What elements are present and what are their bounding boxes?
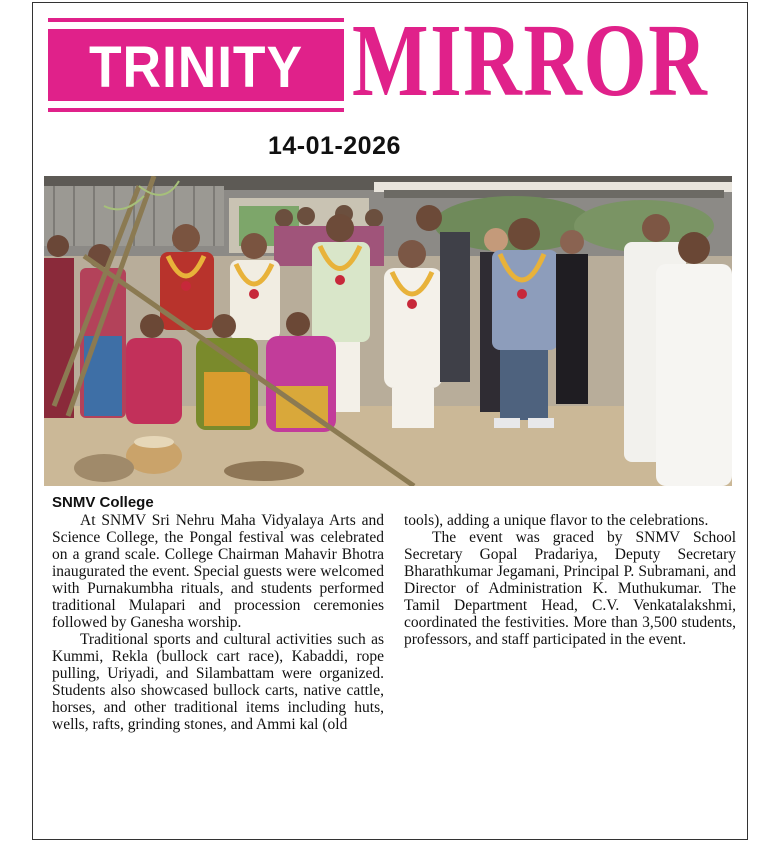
article-column-left	[52, 494, 384, 733]
article-paragraph-3: tools), adding a unique flavor to the celebrations.	[404, 512, 709, 529]
logo-stripe-top	[48, 22, 344, 29]
logo-stripe-bottom	[48, 101, 344, 108]
brand-mirror: MIRROR	[352, 3, 709, 118]
article-paragraph-1: At SNMV Sri Nehru Maha Vidyalaya Arts and Science College, the Pongal festival was celebrated on a grand scale. College Chairman Mahavir Bhotra inaugurated the event. Special guests were welcomed with Purnakumbha rituals, and students performed traditional Mulapari and procession ceremonies followed by Ganesha worship.	[52, 512, 384, 631]
article-heading: SNMV College	[52, 494, 154, 511]
article-paragraph-2: Traditional sports and cultural activities such as Kummi, Rekla (bullock cart race), Kabaddi, rope pulling, Uriyadi, and Silambattam were organized. Students also showcased bullock carts, native cattle, horses, and other traditional items including huts, wells, rafts, grinding stones, and Ammi kal (old	[52, 631, 384, 733]
news-photo	[44, 176, 732, 486]
group-photo-illustration	[44, 176, 732, 486]
masthead	[48, 3, 718, 120]
brand-trinity: TRINITY	[89, 35, 303, 100]
publication-date: 14-01-2026	[268, 132, 401, 160]
article-column-right	[404, 512, 736, 648]
trinity-logo-box	[48, 18, 344, 112]
article-paragraph-4: The event was graced by SNMV School Secretary Gopal Pradariya, Deputy Secretary Bharathkumar Jegamani, Principal P. Subramani, and Director of Administration K. Muthukumar. The Tamil Department Head, C.V. Venkatalakshmi, coordinated the festivities. More than 3,500 students, professors, and staff participated in the event.	[404, 529, 736, 648]
